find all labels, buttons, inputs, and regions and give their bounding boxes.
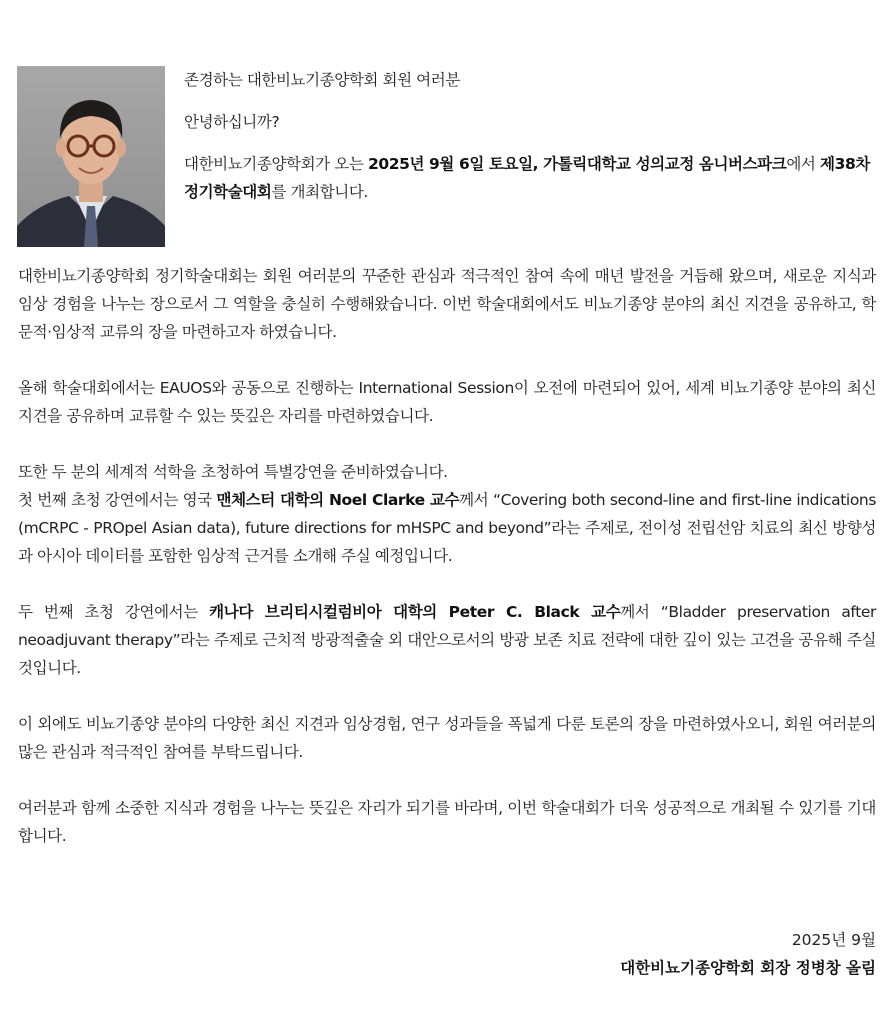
announce-text-1: 대한비뇨기종양학회가 오는 (184, 155, 368, 173)
portrait-photo (17, 66, 165, 247)
lecture1-text-1: 첫 번째 초청 강연에서는 영국 (18, 491, 217, 509)
salutation: 존경하는 대한비뇨기종양학회 회원 여러분 (184, 71, 460, 89)
portrait-icon (17, 66, 165, 247)
paragraph-1: 대한비뇨기종양학회 정기학술대회는 회원 여러분의 꾸준한 관심과 적극적인 참여 속에 매년 발전을 거듭해 왔으며, 새로운 지식과 임상 경험을 나누는 장으로서 그 역할을 충실히 수행해왔습니다. 이번 학술대회에서도 비뇨기종양 분야의 최신 지견을 공유하고, 학문적·임상적 교류의 장을 마련하고자 하였습니다. (18, 267, 876, 341)
lecture2-text-2: 께서 “Bladder preservation after neoadjuvant therapy”라는 주제로 근치적 방광적출술 외 대안으로서의 방광 보존 치료 전략에 대한 깊이 있는 고견을 공유해 주실 것입니다. (18, 603, 876, 677)
signature-block (620, 926, 876, 982)
signature-date: 2025년 9월 (791, 931, 876, 949)
letter-body (18, 262, 876, 850)
greeting: 안녕하십니까? (184, 113, 280, 131)
lecture2-speaker: 캐나다 브리티시컬럼비아 대학의 Peter C. Black 교수 (209, 603, 621, 621)
announce-text-3: 를 개최합니다. (271, 183, 368, 201)
paragraph-2: 올해 학술대회에서는 EAUOS와 공동으로 진행하는 International Session이 오전에 마련되어 있어, 세계 비뇨기종양 분야의 최신 지견을 공유하며 교류할 수 있는 뜻깊은 자리를 마련하였습니다. (18, 379, 876, 425)
signature-name: 대한비뇨기종양학회 회장 정병창 올림 (620, 959, 876, 977)
lecture1-speaker: 맨체스터 대학의 Noel Clarke 교수 (216, 491, 460, 509)
paragraph-3-intro: 또한 두 분의 세계적 석학을 초청하여 특별강연을 준비하였습니다. (18, 463, 448, 481)
event-name: 제38차 정기학술대회 (184, 155, 870, 201)
event-date-venue: 2025년 9월 6일 토요일, 가톨릭대학교 성의교정 옴니버스파크 (367, 155, 787, 173)
announce-text-2: 에서 (786, 155, 821, 173)
paragraph-3-lecture (18, 486, 876, 570)
paragraph-5: 이 외에도 비뇨기종양 분야의 다양한 최신 지견과 임상경험, 연구 성과들을 폭넓게 다룬 토론의 장을 마련하였사오니, 회원 여러분의 많은 관심과 적극적인 참여를 부탁드립니다. (18, 715, 876, 761)
event-announcement (184, 150, 876, 206)
lecture2-text-1: 두 번째 초청 강연에서는 (18, 603, 210, 621)
intro-block (184, 66, 876, 206)
paragraph-4 (18, 598, 876, 682)
lecture1-text-2: 께서 “Covering both second-line and first-line indications (mCRPC - PROpel Asian data), future directions for mHSPC and beyond”라는 주제로, 전이성 전립선암 치료의 최신 방향성과 아시아 데이터를 포함한 임상적 근거를 소개해 주실 예정입니다. (18, 491, 876, 565)
paragraph-6: 여러분과 함께 소중한 지식과 경험을 나누는 뜻깊은 자리가 되기를 바라며, 이번 학술대회가 더욱 성공적으로 개최될 수 있기를 기대합니다. (18, 799, 876, 845)
